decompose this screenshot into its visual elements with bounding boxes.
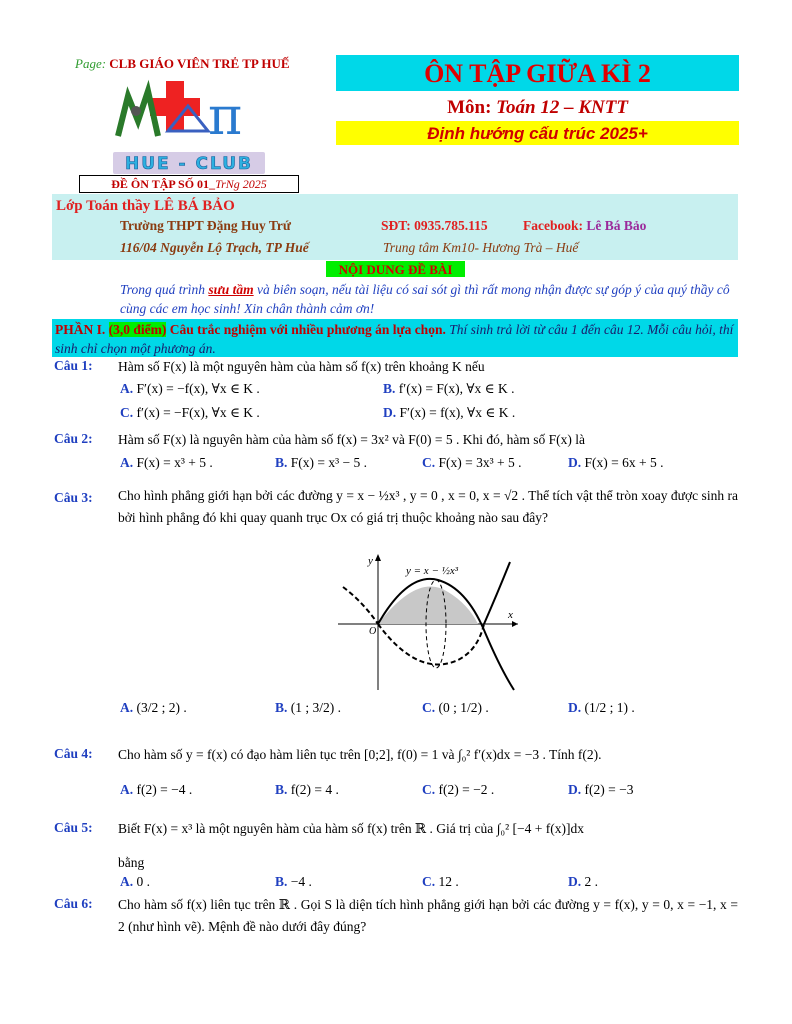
q2-option-d-text: F(x) = 6x + 5 .	[584, 455, 664, 470]
q6-text: Cho hàm số f(x) liên tục trên ℝ . Gọi S là diện tích hình phẳng giới hạn bởi các đường y = f(x), y = 0, x = −1, x = 2 (như hình vẽ). Mệnh đề nào dưới đây đúng?	[118, 897, 738, 934]
svg-text:π: π	[208, 87, 243, 147]
q3-option-c-text: (0 ; 1/2) .	[438, 700, 489, 715]
q3-text: Cho hình phẳng giới hạn bởi các đường y = x − ½x³ , y = 0 , x = 0, x = √2 . Thể tích vật thể tròn xoay được sinh ra bởi hình phẳng đó khi quay quanh trục Ox có giá trị thuộc khoảng nào sau đây?	[118, 488, 738, 525]
q1-option-d[interactable]: D. F′(x) = f(x), ∀x ∈ K .	[383, 405, 516, 420]
q1-option-c-text: f′(x) = −F(x), ∀x ∈ K .	[136, 405, 260, 420]
q1-option-d-text: F′(x) = f(x), ∀x ∈ K .	[399, 405, 516, 420]
q2-option-c[interactable]: C. F(x) = 3x³ + 5 .	[422, 455, 522, 470]
exam-code-box	[79, 175, 299, 193]
q2-option-a-text: F(x) = x³ + 5 .	[136, 455, 213, 470]
q4-text: Cho hàm số y = f(x) có đạo hàm liên tục trên [0;2], f(0) = 1 và ∫₀² f′(x)dx = −3 . Tính f(2).	[118, 747, 602, 762]
q2-option-a[interactable]: A. F(x) = x³ + 5 .	[120, 455, 213, 470]
page-label-name: CLB GIÁO VIÊN TRẺ TP HUẾ	[109, 56, 290, 71]
content-heading: NỘI DUNG ĐỀ BÀI	[326, 261, 465, 277]
y-axis-arrow	[375, 554, 381, 561]
phone-number: SĐT: 0935.785.115	[381, 218, 488, 233]
q1-option-b-text: f′(x) = F(x), ∀x ∈ K .	[398, 381, 515, 396]
origin-label: O	[369, 626, 377, 637]
q3-option-a-text: (3/2 ; 2) .	[136, 700, 187, 715]
q6-label: Câu 6:	[54, 896, 93, 911]
part1-label: PHẦN I.	[55, 322, 106, 337]
intro-part-3: và biên soạn, nếu tài liệu có sai sót gì thì rất mong nhận được sự góp ý của quý thầy cô cùng các em học sinh! Xin chân thành cảm ơn!	[120, 282, 730, 316]
school-name: Trường THPT Đặng Huy Trứ	[120, 218, 291, 233]
x-axis-label: x	[508, 609, 513, 621]
q4-option-d[interactable]: D. f(2) = −3	[568, 782, 634, 797]
q5-option-d-text: 2 .	[584, 874, 598, 889]
q5-option-c[interactable]: C. 12 .	[422, 874, 459, 889]
q5-option-c-text: 12 .	[438, 874, 459, 889]
q1-option-b[interactable]: B. f′(x) = F(x), ∀x ∈ K .	[383, 381, 515, 396]
exam-title: ÔN TẬP GIỮA KÌ 2	[336, 55, 739, 91]
q5-label: Câu 5:	[54, 820, 93, 835]
subject-name: Toán 12 – KNTT	[496, 97, 628, 118]
part1-heading	[55, 320, 735, 358]
q2-label: Câu 2:	[54, 431, 93, 446]
q4-option-d-text: f(2) = −3	[584, 782, 634, 797]
logo-graphic	[118, 81, 242, 147]
q3-label: Câu 3:	[54, 490, 93, 505]
q1-label: Câu 1:	[54, 358, 93, 373]
q3-option-d[interactable]: D. (1/2 ; 1) .	[568, 700, 635, 715]
part1-instruction: Thí sinh trả lời từ câu 1 đến câu 12. Mỗi câu hỏi, thí sinh chỉ chọn một phương án.	[55, 322, 734, 356]
q5-text: Biết F(x) = x³ là một nguyên hàm của hàm số f(x) trên ℝ . Giá trị của ∫₀² [−4 + f(x)]dx	[118, 821, 584, 836]
q2-text: Hàm số F(x) là nguyên hàm của hàm số f(x) = 3x² và F(0) = 5 . Khi đó, hàm số F(x) là	[118, 432, 585, 447]
learning-center: Trung tâm Km10- Hương Trà – Huế	[383, 240, 579, 255]
q2-option-b[interactable]: B. F(x) = x³ − 5 .	[275, 455, 368, 470]
part1-points: (3,0 điểm)	[108, 322, 167, 337]
facebook-label: Facebook:	[523, 218, 583, 233]
curve-right	[484, 562, 510, 624]
shaded-region	[378, 586, 478, 624]
q5-option-d[interactable]: D. 2 .	[568, 874, 598, 889]
intro-part-1: Trong quá trình	[120, 282, 206, 297]
teacher-name: Lớp Toán thầy LÊ BÁ BẢO	[56, 198, 235, 214]
q3-option-a[interactable]: A. (3/2 ; 2) .	[120, 700, 187, 715]
q3-option-c[interactable]: C. (0 ; 1/2) .	[422, 700, 489, 715]
q3-option-b[interactable]: B. (1 ; 3/2) .	[275, 700, 342, 715]
facebook-info	[523, 218, 646, 234]
q2-option-d[interactable]: D. F(x) = 6x + 5 .	[568, 455, 664, 470]
intro-note	[120, 280, 738, 318]
part1-title: Câu trắc nghiệm với nhiều phương án lựa chọn.	[169, 322, 446, 337]
exam-code-author: TrNg 2025	[215, 177, 267, 191]
q5-option-a[interactable]: A. 0 .	[120, 874, 150, 889]
q1-option-a[interactable]: A. F′(x) = −f(x), ∀x ∈ K .	[120, 381, 260, 396]
q4-label: Câu 4:	[54, 746, 93, 761]
q5-option-a-text: 0 .	[136, 874, 150, 889]
hue-club-logo	[108, 76, 268, 176]
subject-line	[336, 97, 739, 119]
logo-text: HUE - CLUB	[124, 154, 254, 174]
curve-mirror-dashed	[378, 624, 484, 665]
q5-option-b-text: −4 .	[290, 874, 312, 889]
curve-left-dashed	[343, 587, 378, 624]
q2-option-b-text: F(x) = x³ − 5 .	[290, 455, 368, 470]
q1-option-c[interactable]: C. f′(x) = −F(x), ∀x ∈ K .	[120, 405, 260, 420]
x-axis-arrow	[512, 621, 518, 627]
subject-prefix: Môn:	[447, 97, 492, 118]
q5-option-b[interactable]: B. −4 .	[275, 874, 312, 889]
q4-option-b-text: f(2) = 4 .	[290, 782, 339, 797]
q4-option-b[interactable]: B. f(2) = 4 .	[275, 782, 339, 797]
y-axis-label: y	[368, 555, 373, 567]
q1-text: Hàm số F(x) là một nguyên hàm của hàm số f(x) trên khoảng K nếu	[118, 359, 485, 374]
intro-highlight: sưu tầm	[208, 282, 254, 297]
q1-option-a-text: F′(x) = −f(x), ∀x ∈ K .	[136, 381, 260, 396]
q4-option-c-text: f(2) = −2 .	[438, 782, 495, 797]
address: 116/04 Nguyễn Lộ Trạch, TP Huế	[120, 240, 309, 255]
q2-option-c-text: F(x) = 3x³ + 5 .	[438, 455, 522, 470]
q5-text-2: bằng	[118, 855, 145, 870]
facebook-name: Lê Bá Bảo	[586, 218, 647, 233]
q3-option-b-text: (1 ; 3/2) .	[290, 700, 342, 715]
graph-function-label: y = x − ½x³	[406, 565, 459, 577]
q4-option-a[interactable]: A. f(2) = −4 .	[120, 782, 193, 797]
page-label	[75, 56, 290, 72]
exam-code: ĐỀ ÔN TẬP SỐ 01_	[111, 177, 216, 191]
q3-graph	[338, 552, 524, 692]
page-label-prefix: Page:	[75, 56, 107, 71]
q4-option-c[interactable]: C. f(2) = −2 .	[422, 782, 495, 797]
orientation-banner: Định hướng cấu trúc 2025+	[336, 121, 739, 145]
q3-option-d-text: (1/2 ; 1) .	[584, 700, 635, 715]
q4-option-a-text: f(2) = −4 .	[136, 782, 193, 797]
